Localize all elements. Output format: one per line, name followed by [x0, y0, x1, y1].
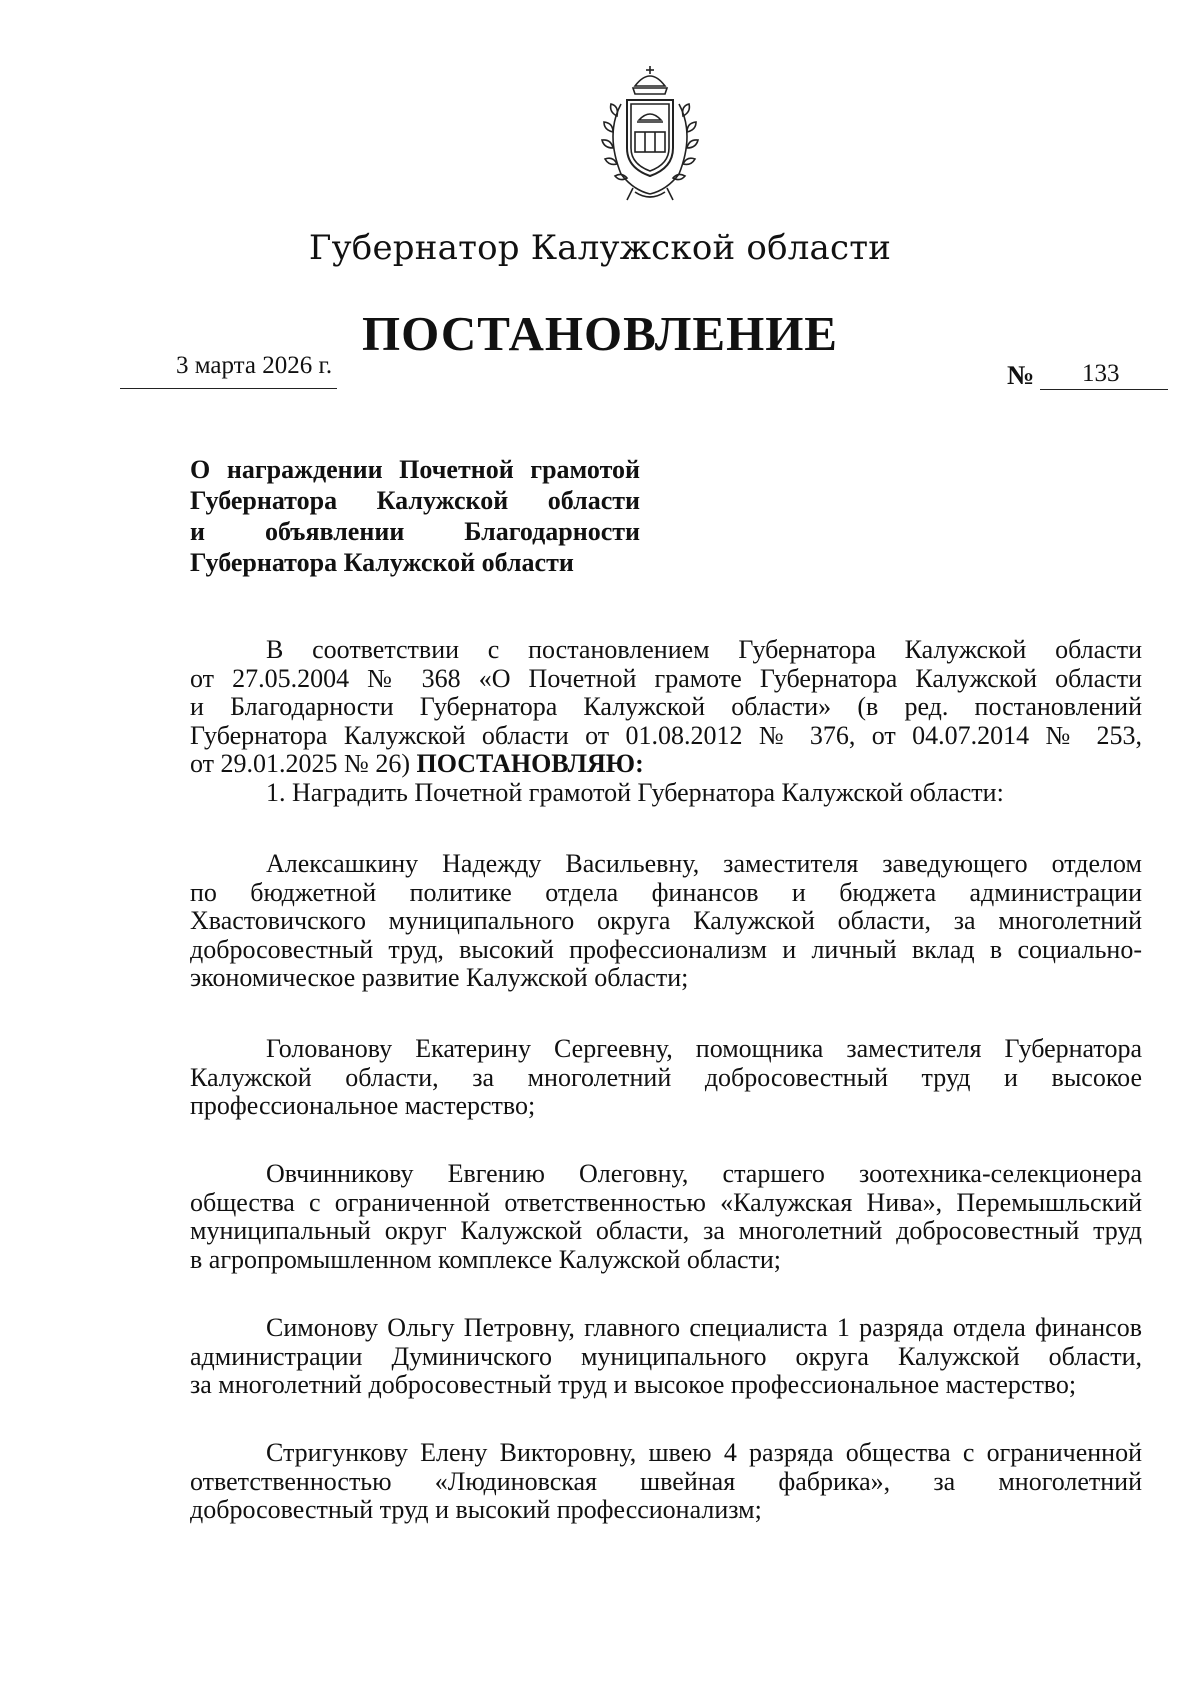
document-type-heading: ПОСТАНОВЛЕНИЕ — [362, 306, 838, 361]
text-line: по бюджетной политике отдела финансов и бюджета администрации — [190, 877, 1142, 907]
awardee-paragraph — [190, 1439, 1142, 1525]
text-line: Симонову Ольгу Петровну, главного специалиста 1 разряда отдела финансов — [266, 1313, 1142, 1342]
coat-of-arms-emblem — [591, 64, 709, 206]
text-line: ответственностью «Людиновская швейная фабрика», за многолетний — [190, 1466, 1142, 1496]
text-line: Хвастовичского муниципального округа Калужской области, за многолетний — [190, 906, 1142, 935]
text-line: экономическое развитие Калужской области; — [190, 963, 689, 992]
subject-line: Губернатора Калужской области — [190, 486, 640, 515]
organization-title: Губернатор Калужской области — [308, 228, 892, 268]
text-line: Калужской области, за многолетний добросовестный труд и высокое — [190, 1062, 1142, 1092]
preamble-paragraph — [190, 636, 1142, 807]
text-line: администрации Думиничского муниципального округа Калужской области, — [190, 1341, 1142, 1371]
awardee-paragraph — [190, 1314, 1142, 1400]
decree-word: ПОСТАНОВЛЯЮ: — [416, 749, 644, 778]
awardee-paragraph — [190, 850, 1142, 993]
text-line: Алексашкину Надежду Васильевну, заместителя заведующего отделом — [266, 849, 1142, 878]
text-line: добросовестный труд, высокий профессионализм и личный вклад в социально- — [190, 934, 1142, 964]
text-line: от 27.05.2004 № 368 «О Почетной грамоте Губернатора Калужской области — [190, 663, 1142, 693]
text-line: муниципальный округ Калужской области, за многолетний добросовестный труд — [190, 1216, 1142, 1245]
text-line — [190, 750, 1142, 779]
text-line: Губернатора Калужской области от 01.08.2012 № 376, от 04.07.2014 № 253, — [190, 720, 1142, 750]
number-label: № — [1007, 360, 1035, 390]
subject-line: О награждении Почетной грамотой — [190, 455, 640, 484]
subject-line: и объявлении Благодарности — [190, 517, 640, 546]
date-underline — [120, 388, 337, 389]
awardee-paragraph — [190, 1160, 1142, 1274]
text-line: добросовестный труд и высокий профессионализм; — [190, 1495, 762, 1524]
text-fragment: от 29.01.2025 № 26) — [190, 749, 417, 778]
text-line: общества с ограниченной ответственностью «Калужская Нива», Перемышльский — [190, 1187, 1142, 1217]
text-line: Стригункову Елену Викторовну, швею 4 разряда общества с ограниченной — [266, 1438, 1142, 1467]
document-number: 133 — [1082, 360, 1120, 387]
document-date: 3 марта 2026 г. — [176, 352, 333, 379]
number-underline — [1040, 389, 1168, 390]
text-line: профессиональное мастерство; — [190, 1091, 536, 1120]
text-line: В соответствии с постановлением Губернатора Калужской области — [266, 635, 1142, 664]
item-1-heading: 1. Наградить Почетной грамотой Губернатора Калужской области: — [266, 777, 1004, 807]
text-line: и Благодарности Губернатора Калужской области» (в ред. постановлений — [190, 692, 1142, 721]
text-line: Овчинникову Евгению Олеговну, старшего зоотехника-селекционера — [266, 1159, 1142, 1188]
subject-line: Губернатора Калужской области — [190, 548, 574, 577]
text-line: за многолетний добросовестный труд и высокое профессиональное мастерство; — [190, 1370, 1077, 1399]
document-subject — [190, 454, 640, 578]
text-line: в агропромышленном комплексе Калужской области; — [190, 1244, 782, 1274]
text-line: Голованову Екатерину Сергеевну, помощника заместителя Губернатора — [266, 1034, 1142, 1063]
awardee-paragraph — [190, 1035, 1142, 1121]
